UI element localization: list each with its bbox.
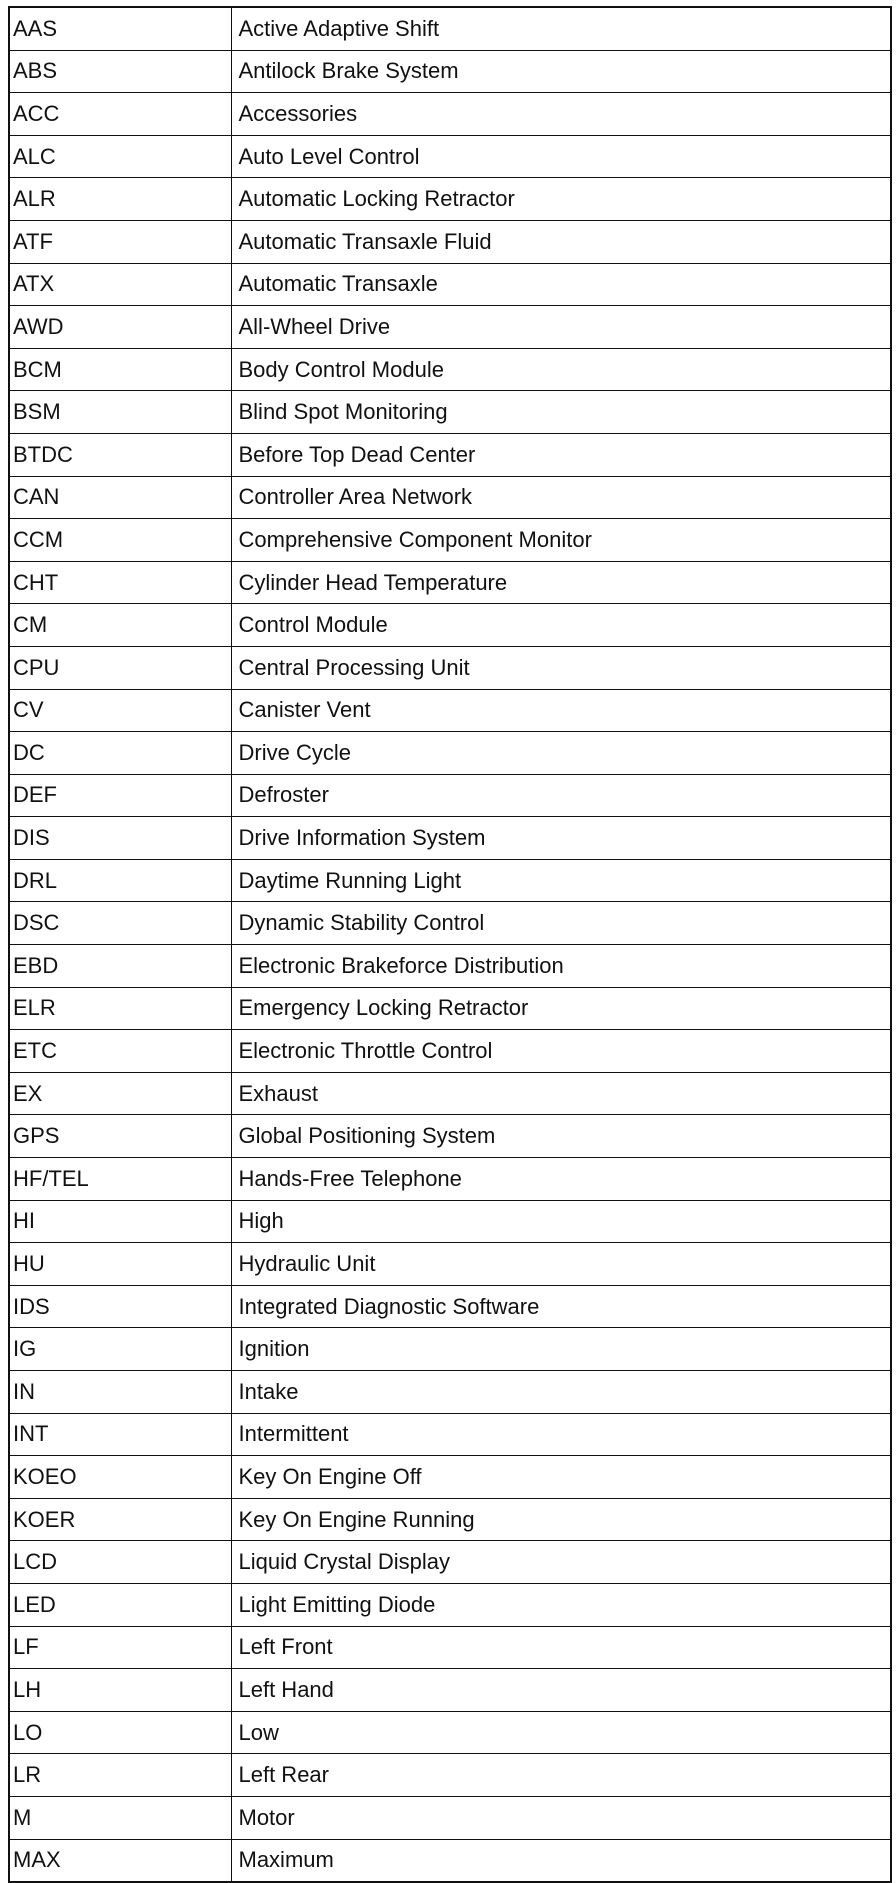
definition-cell: Central Processing Unit — [231, 646, 891, 689]
table-row — [9, 1413, 891, 1456]
definition-cell: Automatic Locking Retractor — [231, 178, 891, 221]
table-row — [9, 561, 891, 604]
abbreviation-cell: IN — [9, 1371, 231, 1414]
abbreviation-cell: DRL — [9, 859, 231, 902]
definition-cell: Intermittent — [231, 1413, 891, 1456]
definition-cell: Automatic Transaxle — [231, 263, 891, 306]
definition-cell: Hands-Free Telephone — [231, 1158, 891, 1201]
table-row — [9, 263, 891, 306]
abbreviation-cell: HF/TEL — [9, 1158, 231, 1201]
definition-cell: Electronic Throttle Control — [231, 1030, 891, 1073]
table-row — [9, 732, 891, 775]
table-row — [9, 93, 891, 136]
table-row — [9, 945, 891, 988]
abbreviation-cell: ACC — [9, 93, 231, 136]
table-row — [9, 1456, 891, 1499]
table-row — [9, 1115, 891, 1158]
table-row — [9, 859, 891, 902]
table-row — [9, 1754, 891, 1797]
definition-cell: Ignition — [231, 1328, 891, 1371]
abbreviation-cell: DSC — [9, 902, 231, 945]
abbreviation-cell: LED — [9, 1583, 231, 1626]
abbreviation-cell: LR — [9, 1754, 231, 1797]
table-row — [9, 220, 891, 263]
definition-cell: Electronic Brakeforce Distribution — [231, 945, 891, 988]
definition-cell: Defroster — [231, 774, 891, 817]
abbreviation-cell: ATF — [9, 220, 231, 263]
abbreviation-cell: CAN — [9, 476, 231, 519]
table-row — [9, 817, 891, 860]
table-row — [9, 1626, 891, 1669]
definition-cell: Body Control Module — [231, 348, 891, 391]
definition-cell: Left Hand — [231, 1669, 891, 1712]
abbreviation-cell: IG — [9, 1328, 231, 1371]
abbreviation-cell: BCM — [9, 348, 231, 391]
definition-cell: Light Emitting Diode — [231, 1583, 891, 1626]
definition-cell: Automatic Transaxle Fluid — [231, 220, 891, 263]
abbreviation-cell: EX — [9, 1072, 231, 1115]
abbreviation-cell: ELR — [9, 987, 231, 1030]
definition-cell: Intake — [231, 1371, 891, 1414]
abbreviation-cell: M — [9, 1796, 231, 1839]
abbreviation-cell: IDS — [9, 1285, 231, 1328]
abbreviation-cell: CM — [9, 604, 231, 647]
table-row — [9, 178, 891, 221]
definition-cell: Canister Vent — [231, 689, 891, 732]
table-row — [9, 1243, 891, 1286]
abbreviation-cell: BSM — [9, 391, 231, 434]
table-row — [9, 519, 891, 562]
definition-cell: Emergency Locking Retractor — [231, 987, 891, 1030]
definition-cell: Controller Area Network — [231, 476, 891, 519]
definition-cell: Drive Information System — [231, 817, 891, 860]
definition-cell: High — [231, 1200, 891, 1243]
definition-cell: Low — [231, 1711, 891, 1754]
abbreviation-cell: EBD — [9, 945, 231, 988]
abbreviation-cell: INT — [9, 1413, 231, 1456]
abbreviation-cell: CPU — [9, 646, 231, 689]
abbreviation-cell: DEF — [9, 774, 231, 817]
abbreviation-cell: HU — [9, 1243, 231, 1286]
abbreviation-cell: AWD — [9, 306, 231, 349]
definition-cell: Left Rear — [231, 1754, 891, 1797]
table-row — [9, 433, 891, 476]
abbreviation-cell: DC — [9, 732, 231, 775]
definition-cell: Integrated Diagnostic Software — [231, 1285, 891, 1328]
definition-cell: Hydraulic Unit — [231, 1243, 891, 1286]
table-row — [9, 604, 891, 647]
definition-cell: Key On Engine Off — [231, 1456, 891, 1499]
abbreviation-cell: LCD — [9, 1541, 231, 1584]
definition-cell: Exhaust — [231, 1072, 891, 1115]
table-row — [9, 1158, 891, 1201]
definition-cell: Blind Spot Monitoring — [231, 391, 891, 434]
table-row — [9, 50, 891, 93]
abbreviation-cell: AAS — [9, 7, 231, 50]
abbreviation-cell: GPS — [9, 1115, 231, 1158]
definition-cell: Left Front — [231, 1626, 891, 1669]
abbreviation-cell: ETC — [9, 1030, 231, 1073]
definition-cell: Before Top Dead Center — [231, 433, 891, 476]
abbreviation-cell: KOEO — [9, 1456, 231, 1499]
abbreviation-cell: DIS — [9, 817, 231, 860]
table-row — [9, 1030, 891, 1073]
table-row — [9, 1371, 891, 1414]
abbreviation-cell: KOER — [9, 1498, 231, 1541]
abbreviation-table-body — [9, 7, 891, 1882]
abbreviation-cell: CV — [9, 689, 231, 732]
definition-cell: Auto Level Control — [231, 135, 891, 178]
table-row — [9, 1796, 891, 1839]
abbreviation-cell: MAX — [9, 1839, 231, 1882]
abbreviation-cell: ATX — [9, 263, 231, 306]
table-row — [9, 135, 891, 178]
table-row — [9, 774, 891, 817]
table-row — [9, 7, 891, 50]
table-row — [9, 306, 891, 349]
table-row — [9, 1328, 891, 1371]
definition-cell: Daytime Running Light — [231, 859, 891, 902]
abbreviation-cell: CCM — [9, 519, 231, 562]
table-row — [9, 476, 891, 519]
abbreviation-cell: CHT — [9, 561, 231, 604]
table-row — [9, 987, 891, 1030]
abbreviation-cell: LO — [9, 1711, 231, 1754]
table-row — [9, 689, 891, 732]
table-row — [9, 1839, 891, 1882]
table-row — [9, 1669, 891, 1712]
definition-cell: Maximum — [231, 1839, 891, 1882]
table-row — [9, 1200, 891, 1243]
definition-cell: Global Positioning System — [231, 1115, 891, 1158]
table-row — [9, 348, 891, 391]
definition-cell: Liquid Crystal Display — [231, 1541, 891, 1584]
definition-cell: Accessories — [231, 93, 891, 136]
definition-cell: Comprehensive Component Monitor — [231, 519, 891, 562]
definition-cell: Motor — [231, 1796, 891, 1839]
table-row — [9, 1285, 891, 1328]
abbreviation-cell: ABS — [9, 50, 231, 93]
abbreviation-cell: ALC — [9, 135, 231, 178]
definition-cell: Dynamic Stability Control — [231, 902, 891, 945]
table-row — [9, 1583, 891, 1626]
table-row — [9, 1072, 891, 1115]
abbreviation-table — [8, 6, 892, 1883]
abbreviation-cell: LH — [9, 1669, 231, 1712]
definition-cell: Cylinder Head Temperature — [231, 561, 891, 604]
table-row — [9, 1711, 891, 1754]
definition-cell: Active Adaptive Shift — [231, 7, 891, 50]
definition-cell: Antilock Brake System — [231, 50, 891, 93]
definition-cell: Key On Engine Running — [231, 1498, 891, 1541]
abbreviation-cell: LF — [9, 1626, 231, 1669]
table-row — [9, 1541, 891, 1584]
abbreviation-cell: BTDC — [9, 433, 231, 476]
abbreviation-cell: HI — [9, 1200, 231, 1243]
table-row — [9, 1498, 891, 1541]
table-row — [9, 391, 891, 434]
abbreviation-cell: ALR — [9, 178, 231, 221]
definition-cell: Control Module — [231, 604, 891, 647]
definition-cell: All-Wheel Drive — [231, 306, 891, 349]
table-row — [9, 646, 891, 689]
definition-cell: Drive Cycle — [231, 732, 891, 775]
table-row — [9, 902, 891, 945]
